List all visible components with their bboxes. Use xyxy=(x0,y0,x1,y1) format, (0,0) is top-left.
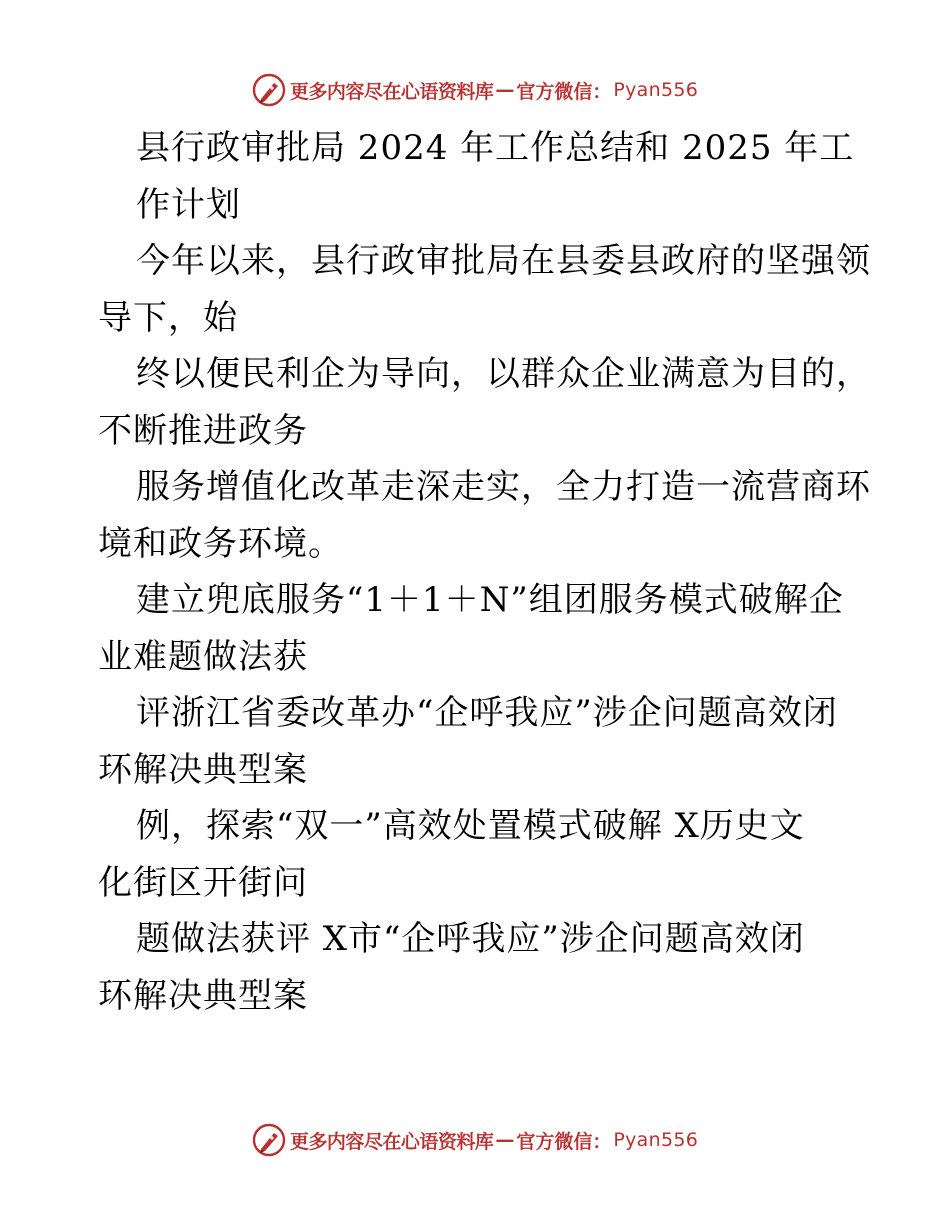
paragraph-line: 不断推进政务 xyxy=(98,410,308,451)
paragraph-line: 环解决典型案 xyxy=(98,749,308,790)
pen-nib-circle-logo-icon xyxy=(252,1123,286,1157)
paragraph-line: 化街区开街问 xyxy=(98,862,308,903)
watermark-wechat-label: 官方微信： xyxy=(516,1130,612,1153)
paragraph-line: 服务增值化改革走深走实，全力打造一流营商环 xyxy=(136,467,871,507)
paragraph-line: 评浙江省委改革办“企呼我应”涉企问题高效闭 xyxy=(136,693,838,733)
paragraph-line: 环解决典型案 xyxy=(98,975,308,1016)
paragraph-line: 终以便民利企为导向，以群众企业满意为目的， xyxy=(136,354,871,394)
document-title-line-2: 作计划 xyxy=(136,184,241,225)
header-watermark xyxy=(0,70,950,110)
paragraph-line: 导下，始 xyxy=(98,297,238,338)
footer-watermark xyxy=(0,1120,950,1160)
paragraph-line: 建立兜底服务“1＋1＋N”组团服务模式破解企 xyxy=(136,580,844,620)
pen-nib-circle-logo-icon xyxy=(252,73,286,107)
paragraph-line: 题做法获评 X市“企呼我应”涉企问题高效闭 xyxy=(136,919,805,959)
watermark-dash: — xyxy=(495,79,515,101)
watermark-dash: — xyxy=(495,1129,515,1151)
paragraph-line: 境和政务环境。 xyxy=(98,523,343,564)
document-body xyxy=(98,120,871,1024)
watermark-text: 更多内容尽在心语资料库 xyxy=(289,1130,494,1153)
paragraph-line: 例，探索“双一”高效处置模式破解 X历史文 xyxy=(136,806,805,846)
paragraph-line: 今年以来，县行政审批局在县委县政府的坚强领 xyxy=(136,241,871,281)
watermark-wechat-id: Pyan556 xyxy=(613,79,699,101)
watermark-wechat-id: Pyan556 xyxy=(613,1129,699,1151)
document-title-line-1: 县行政审批局 2024 年工作总结和 2025 年工 xyxy=(136,128,855,168)
paragraph-line: 业难题做法获 xyxy=(98,636,308,677)
watermark-wechat-label: 官方微信： xyxy=(516,80,612,103)
watermark-text: 更多内容尽在心语资料库 xyxy=(289,80,494,103)
